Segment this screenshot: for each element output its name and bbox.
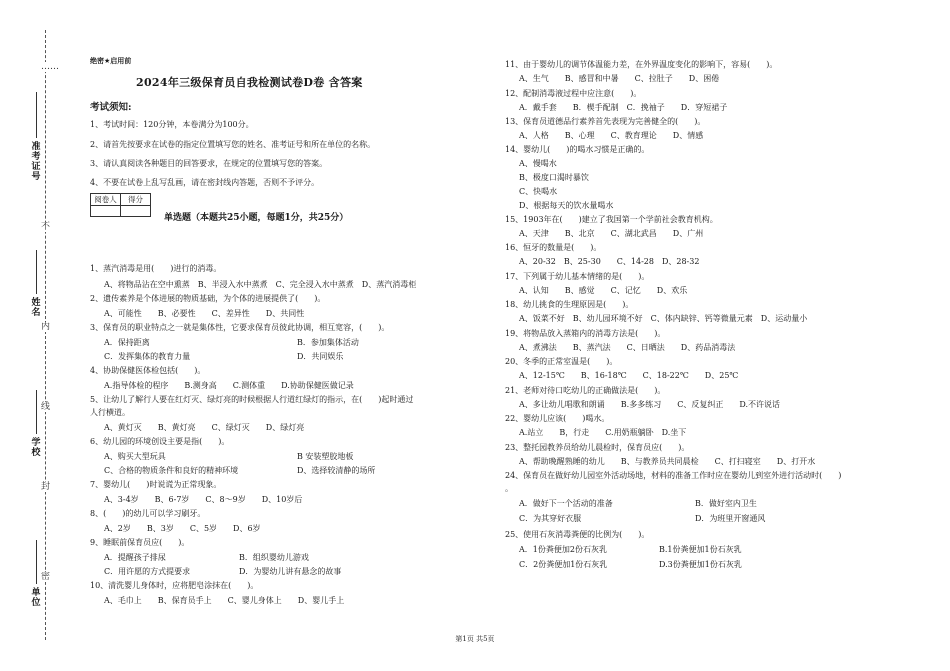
question-options: A．戴手套 B．楔手配制 C．挽袖子 D．穿短裙子: [519, 103, 728, 112]
question-stem: 1、蒸汽消毒是用( )进行的消毒。: [90, 264, 222, 273]
notice-item: 1、考试时间：120分钟，本卷满分为100分。: [90, 120, 254, 129]
question-options: A、3-4岁 B、6-7岁 C、8～9岁 D、10岁后: [104, 495, 303, 504]
name-label: 姓名: [31, 298, 41, 318]
question-stem: 4、协助保健医体检包括( )。: [90, 366, 206, 375]
question-stem: 18、幼儿挑食的生理原因是( )。: [505, 300, 634, 309]
score-cell[interactable]: [121, 206, 151, 217]
option-d: D．共同娱乐: [297, 352, 344, 361]
seal-char: 不: [41, 222, 51, 232]
question-options: A、多让幼儿唱歌和朗诵 B.多多练习 C、反复纠正 D.不许说话: [519, 400, 780, 409]
seal-char: 密: [41, 572, 51, 582]
option-c: C．2份粪便加1份石灰乳: [519, 560, 608, 569]
question-stem: 25、使用石灰消毒粪便的比例为( )。: [505, 530, 650, 539]
grader-header: 阅卷人: [91, 194, 121, 206]
question-options: A、将物品沾在空中熏蒸 B、半浸入水中蒸煮 C、完全浸入水中蒸煮 D、蒸汽消毒柜: [104, 280, 417, 289]
notice-item: 4、不要在试卷上乱写乱画，请在密封线内答题，否则不予评分。: [90, 178, 320, 187]
question-stem: 10、清洗婴儿身体时，应将肥皂涂抹在( )。: [90, 581, 259, 590]
question-stem: 3、保育员的职业特点之一就是集体性，它要求保育员彼此协调，相互宽容，( )。: [90, 323, 390, 332]
binding-strip: [0, 0, 60, 671]
option-d: D.3份粪便加1份石灰乳: [659, 560, 742, 569]
question-stem: 17、下列属于幼儿基本情绪的是( )。: [505, 272, 650, 281]
question-options: A、20-32 B、25-30 C、14-28 D、28-32: [519, 257, 700, 266]
seal-char: ……: [41, 62, 59, 72]
question-stem: 2、遗传素养是个体进展的物质基础，为个体的进展提供了( )。: [90, 294, 326, 303]
option-c: C、快喝水: [519, 187, 558, 196]
question-stem: 19、将物品放入蒸箱内的消毒方法是( )。: [505, 329, 666, 338]
question-stem: 11、由于婴幼儿的调节体温能力差，在外界温度变化的影响下，容易( )。: [505, 60, 778, 69]
option-a: A、购买大型玩具: [104, 452, 166, 461]
option-d: D、根据每天的饮水量喝水: [519, 201, 614, 210]
question-stem: 16、恒牙的数量是( )。: [505, 243, 602, 252]
option-b: B、极度口渴时暴饮: [519, 173, 589, 182]
option-b: B．做好室内卫生: [695, 499, 757, 508]
question-stem: 15、1903年在( )建立了我国第一个学前社会教育机构。: [505, 215, 718, 224]
school-blank[interactable]: [36, 390, 37, 434]
unit-label: 单位: [31, 588, 41, 608]
section-heading: 单选题（本题共25小题，每题1分，共25分）: [164, 213, 349, 223]
question-options: A、生气 B、感冒和中暑 C、拉肚子 D、困倦: [519, 74, 720, 83]
question-stem: 21、老师对待口吃幼儿的正确做法是( )。: [505, 386, 666, 395]
grader-cell[interactable]: [91, 206, 121, 217]
question-stem-continued: 。: [505, 484, 513, 493]
option-c: C、合格的物质条件和良好的精神环境: [104, 466, 239, 475]
option-a: A．1份粪便加2份石灰乳: [519, 545, 607, 554]
question-stem: 22、婴幼儿应该( )喝水。: [505, 414, 610, 423]
page-number: 第1页 共5页: [455, 635, 495, 643]
question-options: A、煮沸法 B、蒸汽法 C、日晒法 D、药品消毒法: [519, 343, 736, 352]
question-options: A、黄灯灭 B、黄灯亮 C、绿灯灭 D、绿灯亮: [104, 423, 305, 432]
paper-title: 2024年三级保育员自我检测试卷D卷 含答案: [136, 76, 363, 89]
question-options: A、2岁 B、3岁 C、5岁 D、6岁: [104, 524, 261, 533]
question-stem: 23、整托园教养员给幼儿晨检时，保育员应( )。: [505, 443, 690, 452]
notice-item: 3、请认真阅读各种题目的回答要求，在规定的位置填写您的答案。: [90, 159, 328, 168]
option-b: B 安装塑胶地板: [297, 452, 354, 461]
option-b: B．参加集体活动: [297, 338, 359, 347]
question-stem: 13、保育员道德品行素养首先表现为完善健全的( )。: [505, 117, 706, 126]
question-stem: 14、婴幼儿( )的喝水习惯是正确的。: [505, 145, 650, 154]
question-options: A.指导体检的程序 B.测身高 C.测体重 D.协助保健医做记录: [104, 381, 354, 390]
question-options: A、认知 B、感觉 C、记忆 D、欢乐: [519, 286, 688, 295]
question-options: A、饭菜不好 B、幼儿园环境不好 C、体内缺锌、钙等微量元素 D、运动量小: [519, 314, 808, 323]
question-stem: 6、幼儿园的环境创设主要是指( )。: [90, 437, 230, 446]
seal-dashed-line: [45, 30, 46, 640]
secret-mark: 绝密★启用前: [90, 57, 132, 65]
exam-number-label: 准考证号: [31, 142, 41, 182]
score-header: 得分: [121, 194, 151, 206]
question-options: A、12-15℃ B、16-18℃ C、18-22℃ D、25℃: [519, 371, 739, 380]
question-stem: 5、让幼儿了解行人要在红灯灭、绿灯亮的时候根据人行道红绿灯的指示，在( )起时通过: [90, 395, 414, 404]
question-options: A、人格 B、心理 C、教育理论 D、情感: [519, 131, 704, 140]
question-stem: 20、冬季的正常室温是( )。: [505, 357, 618, 366]
notice-item: 2、请首先按要求在试卷的指定位置填写您的姓名、准考证号和所在单位的名称。: [90, 140, 376, 149]
option-c: C．为其穿好衣服: [519, 514, 582, 523]
option-a: A．做好下一个活动的准备: [519, 499, 613, 508]
option-a: A、慢喝水: [519, 159, 557, 168]
seal-char: 内: [41, 322, 51, 332]
seal-char: 封: [41, 482, 51, 492]
option-b: B.1份粪便加1份石灰乳: [659, 545, 742, 554]
name-blank[interactable]: [36, 250, 37, 294]
option-c: C．用许愿的方式提要求: [104, 567, 191, 576]
question-options: A、天津 B、北京 C、湖北武昌 D、广州: [519, 229, 704, 238]
exam-number-blank[interactable]: [36, 92, 37, 138]
question-options: A、毛巾上 B、保育员手上 C、婴儿身体上 D、婴儿手上: [104, 596, 345, 605]
question-stem: 24、保育员在做好幼儿园室外活动场地，材料的准备工作时应在婴幼儿到室外进行活动时( ): [505, 471, 842, 480]
option-d: D．为班里开窗通风: [695, 514, 766, 523]
seal-char: 线: [41, 402, 51, 412]
question-options: A.站立 B，行走 C.用奶瓶躺卧 D.坐下: [519, 428, 687, 437]
option-a: A．提醒孩子排尿: [104, 553, 166, 562]
option-d: D．为婴幼儿讲有悬念的故事: [239, 567, 342, 576]
notice-heading: 考试须知:: [90, 102, 132, 113]
question-stem-continued: 人行横道。: [90, 408, 130, 417]
score-table: [90, 193, 151, 217]
question-options: A、可能性 B、必要性 C、差异性 D、共同性: [104, 309, 305, 318]
option-d: D、选择较清静的场所: [297, 466, 376, 475]
option-b: B．组织婴幼儿游戏: [239, 553, 309, 562]
option-c: C．发挥集体的教育力量: [104, 352, 191, 361]
question-stem: 7、婴幼儿( )时说谎为正常现象。: [90, 480, 222, 489]
question-options: A、帮助晚醒熟睡的幼儿 B、与教养员共同晨检 C、打扫寝室 D、打开水: [519, 457, 816, 466]
question-stem: 9、睡眠前保育员应( )。: [90, 538, 190, 547]
option-a: A．保持距离: [104, 338, 150, 347]
school-label: 学校: [31, 438, 41, 458]
unit-blank[interactable]: [36, 540, 37, 584]
question-stem: 12、配制消毒液过程中应注意( )。: [505, 89, 642, 98]
question-stem: 8、( )的幼儿可以学习刷牙。: [90, 509, 206, 518]
